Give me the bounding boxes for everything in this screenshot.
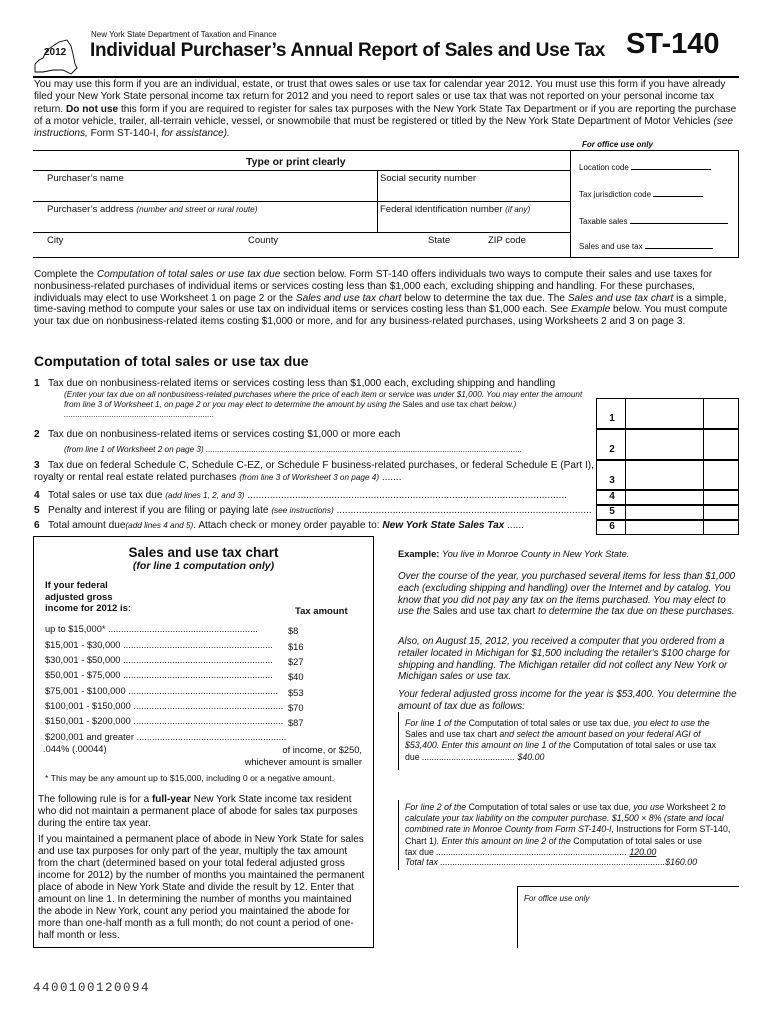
county-label: County xyxy=(248,235,279,246)
taxable-sales-field: Taxable sales xyxy=(579,217,728,226)
table-row: $15,001 - $30,000 .......................................................... $16 xyxy=(45,640,304,652)
income-column-header: If your federal adjusted gross income for 2012 is: xyxy=(45,580,132,614)
table-row: $200,001 and greater ...........................................................044% (.00044) xyxy=(43,732,287,754)
form-barcode-number: 4400100120094 xyxy=(33,981,151,995)
line-1: 1 Tax due on nonbusiness-related items or services costing less than $1,000 each, excluding shipping and handling (Enter your tax due on all nonbusiness-related purchases where the price of each item or service was under $1,000. You may enter the amount from line 3 of Worksheet 1, on page 2 or you may elect to determine the amount by using the Sales and use tax chart below.) .................................................................. xyxy=(34,378,583,419)
line-2-box-number: 2 xyxy=(609,444,615,455)
computation-heading: Computation of total sales or use tax due xyxy=(34,353,309,369)
table-row: $75,001 - $100,000 .......................................................... $53 xyxy=(45,686,304,698)
office-use-label: For office use only xyxy=(582,140,653,149)
purchaser-info-box xyxy=(33,150,570,258)
line-5-box-number: 5 xyxy=(609,506,615,517)
example-line-1-calc: For line 1 of the Computation of total sales or use tax due, you elect to use the Sales and use tax chart and select the amount based on your federal AGI of $53,400. Enter this amount on line 1 of the Computation of total sales or use tax due ...................................... $40.00 xyxy=(405,718,717,762)
line-6: 6 Total amount due(add lines 4 and 5). Attach check or money order payable to: New York State Sales Tax ...... xyxy=(34,520,524,531)
fein-label: Federal identification number (if any) xyxy=(380,204,531,215)
agency-name: New York State Department of Taxation and Finance xyxy=(91,30,277,39)
state-label: State xyxy=(428,235,451,246)
line-4-box-number: 4 xyxy=(609,491,615,502)
percent-note: of income, or $250, whichever amount is smaller xyxy=(244,745,362,767)
example-line-2-calc: For line 2 of the Computation of total sales or use tax due, you use Worksheet 2 to calculate your tax liability on the computer purchase. $1,500 × 8% (state and local combined rate in Monroe County from Form ST-140-I, Instructions for Form ST-140, Chart 1). Enter this amount on line 2 of the Computation of total sales or use tax due .............................................................................. 120.00 xyxy=(405,802,731,857)
line-6-box-number: 6 xyxy=(609,521,615,532)
table-row: up to $15,000* .......................................................... $8 xyxy=(45,624,299,636)
line-2: 2 Tax due on nonbusiness-related items or services costing $1,000 or more each (from line 1 of Worksheet 2 on page 3) ........................................................................................................................................... xyxy=(34,429,523,454)
line-3-box-number: 3 xyxy=(609,475,615,486)
zip-label: ZIP code xyxy=(488,235,526,246)
example-paragraph-2: Also, on August 15, 2012, you received a computer that you ordered from a retailer located in Michigan for $1,500 including the retailer's $100 charge for shipping and handling. The Michigan retailer did not collect any New York or Michigan sales or use tax. xyxy=(398,636,730,683)
table-row: $100,001 - $150,000 .......................................................... $70 xyxy=(45,701,304,713)
location-code-field: Location code xyxy=(579,163,711,172)
example-line1-bracket xyxy=(398,712,399,770)
form-year: 2012 xyxy=(44,47,67,58)
table-row: $30,001 - $50,000 .......................................................... $27 xyxy=(45,655,304,667)
tax-amount-column-header: Tax amount xyxy=(295,606,348,617)
ny-state-map-icon xyxy=(33,38,83,78)
chart-footnote: * This may be any amount up to $15,000, including 0 or a negative amount. xyxy=(45,773,335,783)
table-row: $150,001 - $200,000 .......................................................... $87 xyxy=(45,716,304,728)
line-5: 5 Penalty and interest if you are filing or paying late (see instructions) ........................................................................................... xyxy=(34,505,592,516)
office-use-bottom-label: For office use only xyxy=(524,894,590,903)
chart-title: Sales and use tax chart xyxy=(128,545,279,560)
example-line2-bracket xyxy=(398,800,399,870)
type-or-print-label: Type or print clearly xyxy=(246,156,346,168)
city-label: City xyxy=(47,235,64,246)
instructions-paragraph: Complete the Computation of total sales or use tax due section below. Form ST-140 offers individuals two ways to compute their sales and use taxes for nonbusiness-related purchases of individual items or services costing less than $1,000 each, excluding shipping and handling. For these purchases, individuals may elect to use Worksheet 1 on page 2 or the Sales and use tax chart below to determine the tax due. The Sales and use tax chart is a simple, time-saving method to compute your sales or use tax on individual items or services costing less than $1,000 each. See Example below. You must compute your tax due on nonbusiness-related items costing $1,000 or more, and for any business-related purchases, using Worksheets 2 and 3 on page 3. xyxy=(34,269,728,328)
full-year-rule: The following rule is for a full-year New York State income tax resident who did not maintain a permanent place of abode for sales tax purposes during the entire tax year. xyxy=(38,794,358,829)
purchaser-name-label: Purchaser’s name xyxy=(47,173,124,184)
address-label: Purchaser’s address (number and street or rural route) xyxy=(47,204,258,215)
sales-use-tax-field: Sales and use tax xyxy=(579,242,713,251)
form-title: Individual Purchaser’s Annual Report of Sales and Use Tax xyxy=(90,40,606,61)
line-4: 4 Total sales or use tax due (add lines 1, 2, and 3) .................................................................................................................. xyxy=(34,490,567,501)
tax-jurisdiction-field: Tax jurisdiction code xyxy=(579,190,703,199)
line-3: 3 Tax due on federal Schedule C, Schedule C-EZ, or Schedule F business-related purchases, or federal Schedule E (Part I), royalty or rental real estate related purchases (from line 3 of Worksheet 3 on page 4) ....... xyxy=(34,460,594,483)
example-heading: Example: You live in Monroe County in New York State. xyxy=(398,549,630,559)
table-row: $50,001 - $75,000 .......................................................... $40 xyxy=(45,670,304,682)
form-number: ST-140 xyxy=(626,28,720,60)
header-divider xyxy=(33,76,739,78)
example-paragraph-3: Your federal adjusted gross income for the year is $53,400. You determine the amount of tax due as follows: xyxy=(398,689,737,712)
example-paragraph-1: Over the course of the year, you purchased several items for less than $1,000 each (excluding shipping and handling) over the Internet and by catalog. You know that you did not pay any tax on the items purchased. You may elect to use the Sales and use tax chart to determine the tax due on these purchases. xyxy=(398,571,736,618)
example-total: Total tax ............................................................................................$160.00 xyxy=(405,857,698,867)
ssn-label: Social security number xyxy=(380,173,477,184)
part-year-rule: If you maintained a permanent place of abode in New York State for sales and use tax purposes for only part of the year, multiply the tax amount from the chart (determined based on your total federal adjusted gross income for 2012) by the number of months you maintained the permanent place of abode in New York State and divide the result by 12. Enter that amount on line 1. In determining the number of months you maintained the abode in New York, count any period you maintained the abode for more than one-half month as a full month; do not count a period of one-half month or less. xyxy=(38,834,365,941)
line-1-box-number: 1 xyxy=(609,413,615,424)
intro-paragraph: You may use this form if you are an individual, estate, or trust that owes sales or use tax for calendar year 2012. You must use this form if you have already filed your New York State personal income tax return for 2012 and you need to report sales or use tax that was not reported on your personal income tax return. Do not use this form if you are required to register for sales tax purposes with the New York State Tax Department or if you are reporting the purchase of a motor vehicle, trailer, all-terrain vehicle, vessel, or snowmobile that must be registered or titled by the New York State Department of Motor Vehicles (see instructions, Form ST-140-I, for assistance). xyxy=(34,79,737,140)
office-use-box xyxy=(570,150,739,258)
chart-subtitle: (for line 1 computation only) xyxy=(132,560,275,572)
